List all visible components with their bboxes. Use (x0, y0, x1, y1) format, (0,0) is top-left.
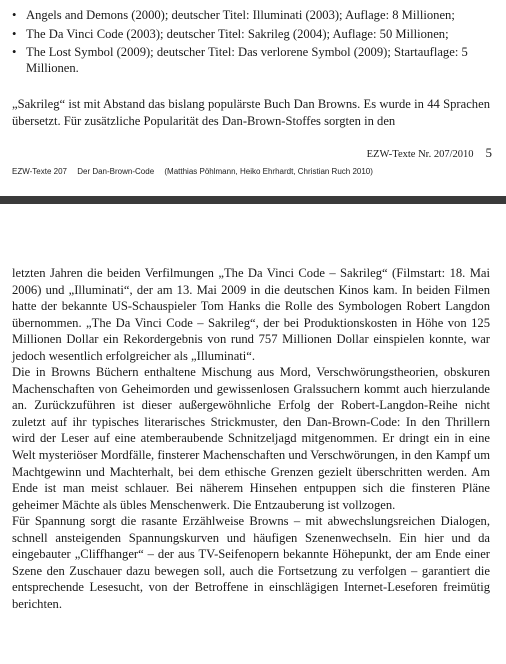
footer-title: Der Dan-Brown-Code (77, 167, 155, 176)
list-item (12, 8, 492, 24)
list-item-text: The Da Vinci Code (2003); deutscher Titel: Sakrileg (2004); Auflage: 50 Millionen; (26, 26, 449, 41)
body-paragraph: Für Spannung sorgt die rasante Erzählweise Browns – mit abwechslungsreichen Dialogen, schnell ansteigenden Spannungskurven und häufigen Szenenwechseln. Ein hier und da eingebauter „Cliffhanger“ – der aus TV-Seifenopern bekannte Höhepunkt, der am Ende einer Szene den Zuschauer dazu bewegen soll, auch die Fortsetzung zu verfolgen – garantiert die entsprechende Lesesucht, von der Betroffene in einschlägigen Internet-Leseforen freimütig berichten. (12, 514, 490, 611)
footer-authors: (Matthias Pöhlmann, Heiko Ehrhardt, Christian Ruch 2010) (164, 167, 373, 176)
body-paragraph: Die in Browns Büchern enthaltene Mischung aus Mord, Verschwörungstheorien, obskuren Machenschaften von Geheimorden und gewissenlosen Gralssuchern kommt auch hierzulande an. Zurückzuführen ist dieser außergewöhnliche Erfolg der Robert-Langdon-Reihe nicht zuletzt auf ihr typisches literarisches Strickmuster, den Dan-Brown-Code: In den Thrillern wird der Leser auf eine atemberaubende Schnitzeljagd mitgenommen. Er dringt ein in eine Welt mysteriöser Mordfälle, finsterer Machenschaften und Verschwörungen, in den Kampf um Machtgewinn und Machterhalt, bei dem ethische Grenzen gezielt überschritten werden. Am Ende ist man meist schlauer. Bei näherem Hinsehen entpuppen sich die finsteren Pläne geheimer Mächte als übles Menschenwerk. Die Entzauberung ist vollzogen. (12, 365, 490, 512)
bullet-dot: • (12, 26, 17, 41)
document-footer (12, 167, 492, 176)
page-separator (0, 196, 506, 204)
bullet-dot: • (12, 45, 17, 60)
footer-series: EZW-Texte 207 (12, 167, 67, 176)
list-item-text: Angels and Demons (2000); deutscher Titel: Illuminati (2003); Auflage: 8 Millionen; (26, 8, 455, 22)
page-body (12, 265, 490, 612)
list-item-text: The Lost Symbol (2009); deutscher Titel: Das verlorene Symbol (2009); Startauflage: 5 Millionen. (26, 45, 468, 75)
list-item (12, 27, 492, 43)
bullet-dot: • (12, 8, 17, 22)
page-top (0, 0, 506, 196)
bullet-list (12, 8, 492, 79)
body-paragraph: letzten Jahren die beiden Verfilmungen „The Da Vinci Code – Sakrileg“ (Filmstart: 18. Mai 2006) und „Illuminati“, der am 13. Mai 2009 in die deutschen Kinos kam. In beiden Filmen hatte der bekannte US-Schauspieler Tom Hanks die Rolle des Symbologen Robert Langdon übernommen. „The Da Vinci Code – Sakrileg“, der bei Produktionskosten in Höhe von 125 Millionen Dollar ein Rekordergebnis von rund 757 Millionen Dollar einspielen konnte, war jedoch wesentlich erfolgreicher als „Illuminati“. (12, 266, 490, 363)
page-number: 5 (485, 145, 492, 160)
series-label: EZW-Texte Nr. 207/2010 (366, 149, 474, 160)
page-footer-info (296, 145, 492, 161)
list-item (12, 45, 492, 76)
intro-paragraph: „Sakrileg“ ist mit Abstand das bislang populärste Buch Dan Browns. Es wurde in 44 Sprachen übersetzt. Für zusätzliche Popularität des Dan-Brown-Stoffes sorgten in den (12, 97, 490, 128)
